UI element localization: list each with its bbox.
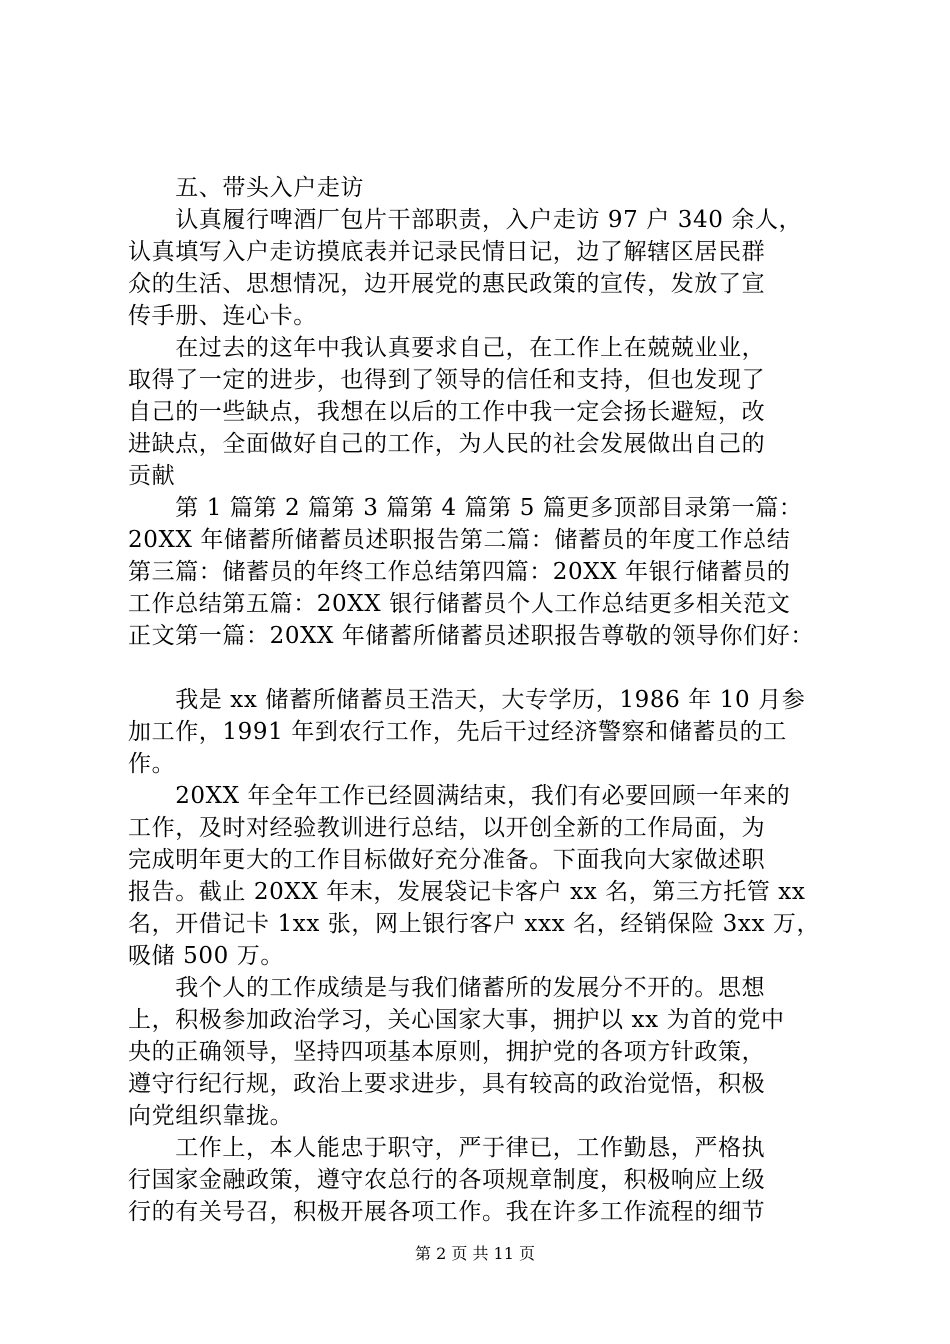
text-line: 工作总结第五篇：20XX 银行储蓄员个人工作总结更多相关范文 <box>128 591 791 617</box>
document-body <box>128 172 840 1228</box>
text-line: 行的有关号召，积极开展各项工作。我在许多工作流程的细节 <box>128 1199 766 1225</box>
text-line: 工作上，本人能忠于职守，严于律已，工作勤恳，严格执 <box>128 1135 766 1161</box>
text-line: 工作，及时对经验教训进行总结，以开创全新的工作局面，为 <box>128 815 766 841</box>
text-line: 进缺点，全面做好自己的工作，为人民的社会发展做出自己的 <box>128 431 766 457</box>
text-line: 传手册、连心卡。 <box>128 303 317 329</box>
text-line: 取得了一定的进步，也得到了领导的信任和支持，但也发现了 <box>128 367 766 393</box>
text-line: 20XX 年全年工作已经圆满结束，我们有必要回顾一年来的 <box>128 783 791 809</box>
text-line: 我是 xx 储蓄所储蓄员王浩天，大专学历，1986 年 10 月参 <box>128 687 806 713</box>
text-line: 行国家金融政策，遵守农总行的各项规章制度，积极响应上级 <box>128 1167 766 1193</box>
text-line: 向党组织靠拢。 <box>128 1103 294 1129</box>
text-line: 完成明年更大的工作目标做好充分准备。下面我向大家做述职 <box>128 847 766 873</box>
text-line: 认真填写入户走访摸底表并记录民情日记，边了解辖区居民群 <box>128 239 766 265</box>
text-line: 我个人的工作成绩是与我们储蓄所的发展分不开的。思想 <box>128 975 766 1001</box>
page-footer <box>0 1244 950 1264</box>
paragraph-gap <box>128 652 840 684</box>
text-line: 正文第一篇：20XX 年储蓄所储蓄员述职报告尊敬的领导你们好： <box>128 623 814 649</box>
text-line: 第 1 篇第 2 篇第 3 篇第 4 篇第 5 篇更多顶部目录第一篇： <box>128 495 803 521</box>
text-line: 众的生活、思想情况，边开展党的惠民政策的宣传，发放了宣 <box>128 271 766 297</box>
text-line: 吸储 500 万。 <box>128 943 284 969</box>
text-line: 自己的一些缺点，我想在以后的工作中我一定会扬长避短，改 <box>128 399 766 425</box>
text-line: 20XX 年储蓄所储蓄员述职报告第二篇：储蓄员的年度工作总结 <box>128 527 791 553</box>
text-line: 央的正确领导，坚持四项基本原则，拥护党的各项方针政策， <box>128 1039 766 1065</box>
page-number-label: 第 2 页 共 11 页 <box>415 1244 535 1263</box>
text-line: 贡献 <box>128 463 176 489</box>
text-line: 报告。截止 20XX 年末，发展袋记卡客户 xx 名，第三方托管 xx <box>128 879 806 905</box>
text-line: 在过去的这年中我认真要求自己，在工作上在兢兢业业， <box>128 335 766 361</box>
text-line: 作。 <box>128 751 176 777</box>
text-line: 认真履行啤酒厂包片干部职责，入户走访 97 户 340 余人， <box>128 207 803 233</box>
text-line: 上，积极参加政治学习，关心国家大事，拥护以 xx 为首的党中 <box>128 1007 785 1033</box>
text-line: 第三篇：储蓄员的年终工作总结第四篇：20XX 年银行储蓄员的 <box>128 559 791 585</box>
text-line: 加工作，1991 年到农行工作，先后干过经济警察和储蓄员的工 <box>128 719 787 745</box>
text-line: 五、带头入户走访 <box>128 175 364 201</box>
text-line: 遵守行纪行规，政治上要求进步，具有较高的政治觉悟，积极 <box>128 1071 766 1097</box>
text-line: 名，开借记卡 1xx 张，网上银行客户 xxx 名，经销保险 3xx 万， <box>128 911 821 937</box>
